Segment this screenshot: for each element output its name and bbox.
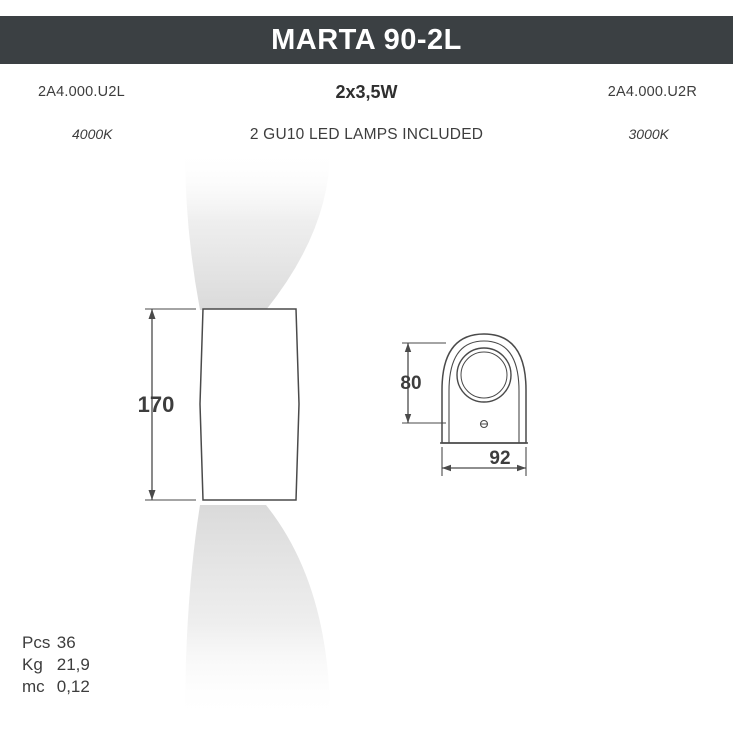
packing-label-mc: mc (22, 677, 45, 696)
lamps-included-note: 2 GU10 LED LAMPS INCLUDED (249, 126, 484, 143)
packing-value-pcs: 36 (56, 633, 76, 652)
front-view-outline (200, 309, 299, 500)
kelvin-left: 4000K (72, 126, 113, 142)
packing-label-kg: Kg (22, 655, 43, 674)
product-code-right: 2A4.000.U2R (607, 84, 697, 100)
packing-label-pcs: Pcs (22, 633, 51, 652)
page-title: MARTA 90-2L (271, 23, 462, 56)
dimension-label-width-side: 92 (489, 448, 511, 469)
packing-row-mc (22, 676, 90, 698)
packing-value-mc: 0,12 (56, 677, 90, 696)
packing-row-kg (22, 654, 90, 676)
packing-info (22, 632, 90, 698)
wattage-label: 2x3,5W (335, 82, 398, 102)
packing-row-pcs (22, 632, 90, 654)
packing-value-kg: 21,9 (56, 655, 90, 674)
dimension-label-height-front: 170 (137, 392, 175, 417)
width-dimension-92 (442, 447, 526, 476)
product-code-left: 2A4.000.U2L (38, 84, 125, 100)
side-view-outline (440, 334, 528, 443)
dimension-label-height-side: 80 (400, 373, 422, 394)
kelvin-right: 3000K (628, 126, 669, 142)
